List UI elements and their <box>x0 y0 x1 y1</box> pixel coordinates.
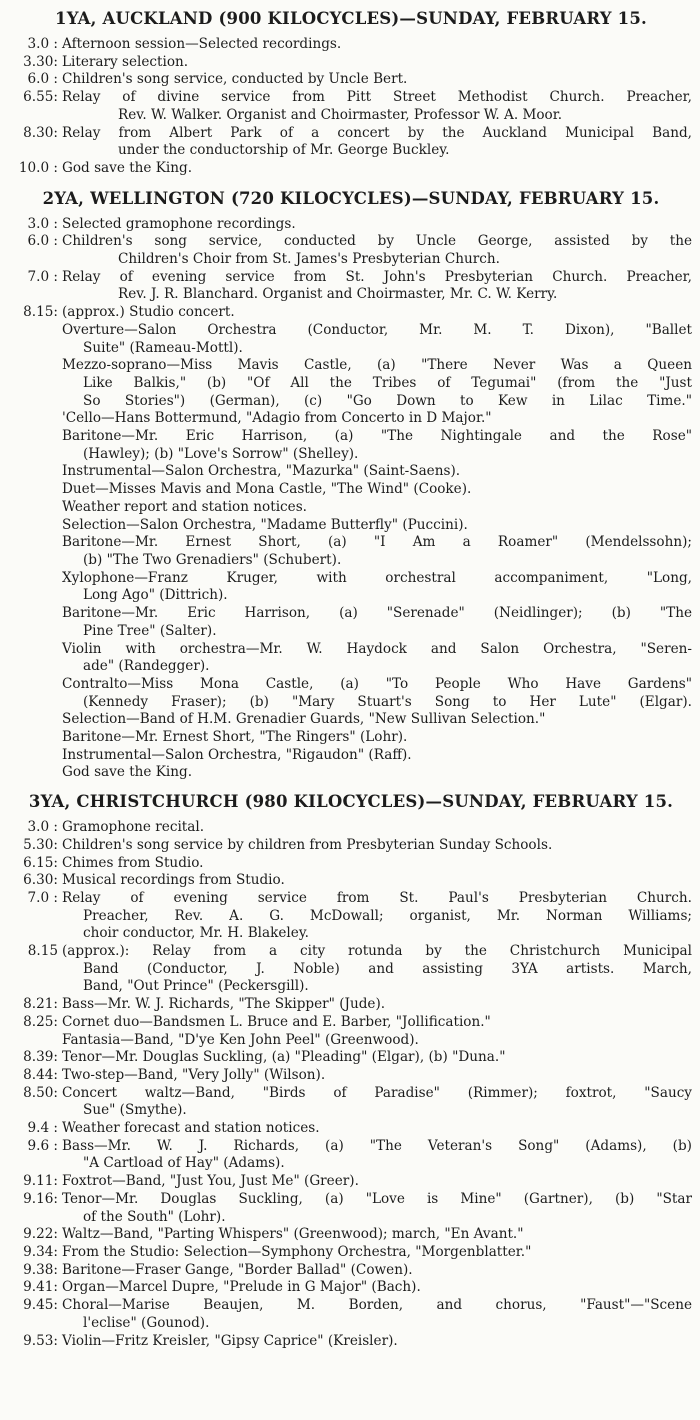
entry-line: Instrumental—Salon Orchestra, "Rigaudon" (Raff). <box>62 746 412 763</box>
entry-line: Baritone—Mr. Eric Harrison, (a) "Serenade" (Neidlinger); (b) "The <box>62 605 692 622</box>
entry-line: Relay of evening service from St. Paul's Presbyterian Church. <box>62 889 692 906</box>
entry-line: Band (Conductor, J. Noble) and assisting 3YA artists. March, <box>83 960 692 977</box>
entry-line: Baritone—Mr. Ernest Short, "The Ringers" (Lohr). <box>62 729 408 746</box>
entry-line: Instrumental—Salon Orchestra, "Mazurka" (Saint-Saens). <box>62 463 461 480</box>
entry-line: Chimes from Studio. <box>62 854 204 871</box>
schedule-entry <box>10 1191 692 1226</box>
entry-content <box>62 943 692 996</box>
entry-line: Rev. J. R. Blanchard. Organist and Choirmaster, Mr. C. W. Kerry. <box>118 286 558 303</box>
entry-content <box>62 1297 692 1332</box>
entry-content <box>62 1173 692 1191</box>
entry-line: l'eclise" (Gounod). <box>83 1314 210 1331</box>
entry-content <box>62 1014 692 1049</box>
entry-content <box>62 1120 692 1138</box>
entry-time: 8.25: <box>23 1013 58 1030</box>
entry-content <box>62 125 692 160</box>
entry-time: 6.0 : <box>27 233 58 250</box>
schedule-entry <box>10 54 692 72</box>
schedule-entry <box>10 837 692 855</box>
schedule-entry <box>10 71 692 89</box>
entry-time: 8.15 <box>27 943 58 960</box>
station-2ya-listing <box>10 188 692 783</box>
entry-line: Musical recordings from Studio. <box>62 872 285 889</box>
entry-line: Relay from Albert Park of a concert by the Auckland Municipal Band, <box>62 124 692 141</box>
entry-content <box>62 1262 692 1280</box>
entry-line: Mezzo-soprano—Miss Mavis Castle, (a) "There Never Was a Queen <box>62 357 692 374</box>
entry-line: (Hawley); (b) "Love's Sorrow" (Shelley). <box>83 445 359 462</box>
entry-time: 9.4 : <box>27 1120 58 1137</box>
schedule-entry <box>10 233 692 268</box>
entry-time: 3.0 : <box>27 215 58 232</box>
entry-content <box>62 1067 692 1085</box>
entry-line: Baritone—Mr. Eric Harrison, (a) "The Nightingale and the Rose" <box>62 428 692 445</box>
entry-line: Rev. W. Walker. Organist and Choirmaster, Professor W. A. Moor. <box>118 106 563 123</box>
entry-line: Violin with orchestra—Mr. W. Haydock and Salon Orchestra, "Seren- <box>62 640 692 657</box>
entry-line: God save the King. <box>62 764 193 781</box>
schedule-entry <box>10 1067 692 1085</box>
schedule-entry <box>10 1333 692 1351</box>
entry-line: So Stories") (German), (c) "Go Down to Kew in Lilac Time." <box>83 392 692 409</box>
entry-time: 9.22: <box>23 1226 58 1243</box>
schedule-entry <box>10 855 692 873</box>
schedule-entry <box>10 89 692 124</box>
entry-time: 3.0 : <box>27 36 58 52</box>
entry-line: Overture—Salon Orchestra (Conductor, Mr. M. T. Dixon), "Ballet <box>62 321 692 338</box>
entry-line: Baritone—Fraser Gange, "Border Ballad" (Cowen). <box>62 1261 413 1278</box>
entry-time: 9.11: <box>23 1173 58 1190</box>
schedule-entry <box>10 1173 692 1191</box>
entry-content <box>62 233 692 268</box>
entry-time: 6.15: <box>23 854 58 871</box>
schedule-entry <box>10 304 692 782</box>
entry-content <box>62 1333 692 1351</box>
station-heading: 2YA, WELLINGTON (720 KILOCYCLES)—SUNDAY, FEBRUARY 15. <box>42 188 660 208</box>
entry-line: Suite" (Rameau-Mottl). <box>83 339 243 356</box>
entry-time: 8.39: <box>23 1049 58 1066</box>
entry-line: Afternoon session—Selected recordings. <box>62 36 342 52</box>
entry-time: 10.0 : <box>18 159 58 176</box>
entry-line: Duet—Misses Mavis and Mona Castle, "The Wind" (Cooke). <box>62 481 472 498</box>
entry-content <box>62 71 692 89</box>
entry-time: 7.0 : <box>27 889 58 906</box>
entry-content <box>62 36 692 54</box>
entry-line: Sue" (Smythe). <box>83 1102 187 1119</box>
entry-content <box>62 1191 692 1226</box>
station-heading: 3YA, CHRISTCHURCH (980 KILOCYCLES)—SUNDAY, FEBRUARY 15. <box>28 792 674 812</box>
entry-time: 8.21: <box>23 996 58 1013</box>
entry-time: 3.30: <box>23 53 58 70</box>
entry-line: Xylophone—Franz Kruger, with orchestral accompaniment, "Long, <box>62 569 692 586</box>
entry-line: Children's song service, conducted by Uncle George, assisted by the <box>62 233 692 250</box>
entry-content <box>62 1049 692 1067</box>
station-3ya-listing <box>10 791 692 1350</box>
entry-line: (approx.): Relay from a city rotunda by the Christchurch Municipal <box>62 943 692 960</box>
entry-content <box>62 1085 692 1120</box>
entry-time: 8.30: <box>23 124 58 141</box>
entry-line: ade" (Randegger). <box>83 658 210 675</box>
entry-line: Contralto—Miss Mona Castle, (a) "To People Who Have Gardens" <box>62 675 692 692</box>
station-1ya-listing <box>10 8 692 178</box>
entry-line: Baritone—Mr. Ernest Short, (a) "I Am a Roamer" (Mendelssohn); <box>62 534 692 551</box>
entry-content <box>62 1244 692 1262</box>
entry-content <box>62 1279 692 1297</box>
entry-time: 9.16: <box>23 1190 58 1207</box>
entry-time: 7.0 : <box>27 268 58 285</box>
entry-line: (Kennedy Fraser); (b) "Mary Stuart's Song to Her Lute" (Elgar). <box>83 693 692 710</box>
entry-line: Bass—Mr. W. J. Richards, "The Skipper" (Jude). <box>62 996 386 1013</box>
entry-line: Selection—Salon Orchestra, "Madame Butterfly" (Puccini). <box>62 516 468 533</box>
entry-time: 8.44: <box>23 1066 58 1083</box>
entry-line: Weather forecast and station notices. <box>62 1120 320 1137</box>
entry-time: 9.41: <box>23 1279 58 1296</box>
entry-content <box>62 872 692 890</box>
entry-time: 5.30: <box>23 836 58 853</box>
entry-line: Gramophone recital. <box>62 819 205 836</box>
entry-line: Organ—Marcel Dupre, "Prelude in G Major" (Bach). <box>62 1279 421 1296</box>
entry-line: Relay of evening service from St. John's Presbyterian Church. Preacher, <box>62 268 692 285</box>
entry-line: Long Ago" (Dittrich). <box>83 587 228 604</box>
entry-line: of the South" (Lohr). <box>83 1208 226 1225</box>
entry-line: Two-step—Band, "Very Jolly" (Wilson). <box>62 1066 326 1083</box>
entry-content <box>62 855 692 873</box>
schedule-entry <box>10 996 692 1014</box>
entry-line: "A Cartload of Hay" (Adams). <box>83 1155 285 1172</box>
entry-line: Concert waltz—Band, "Birds of Paradise" (Rimmer); foxtrot, "Saucy <box>62 1084 692 1101</box>
schedule-entry <box>10 1049 692 1067</box>
entry-content <box>62 304 692 782</box>
schedule-entry <box>10 890 692 943</box>
entry-line: Band, "Out Prince" (Peckersgill). <box>83 978 309 995</box>
entry-content <box>62 269 692 304</box>
entry-line: under the conductorship of Mr. George Buckley. <box>118 142 450 159</box>
schedule-entry <box>10 1262 692 1280</box>
entry-content <box>62 819 692 837</box>
entry-line: Choral—Marise Beaujen, M. Borden, and chorus, "Faust"—"Scene <box>62 1297 692 1314</box>
entry-line: From the Studio: Selection—Symphony Orchestra, "Morgenblatter." <box>62 1244 532 1260</box>
entry-line: Pine Tree" (Salter). <box>83 622 217 639</box>
schedule-entry <box>10 1244 692 1262</box>
schedule-entry <box>10 1085 692 1120</box>
entry-time: 9.34: <box>23 1244 58 1260</box>
entry-time: 9.6 : <box>27 1137 58 1154</box>
entry-line: Children's Choir from St. James's Presbyterian Church. <box>118 251 500 268</box>
entry-line: Children's song service by children from Presbyterian Sunday Schools. <box>62 836 553 853</box>
entry-content <box>62 89 692 124</box>
entry-line: Preacher, Rev. A. G. McDowall; organist, Mr. Norman Williams; <box>83 907 692 924</box>
entry-time: 6.0 : <box>27 71 58 88</box>
entry-line: Waltz—Band, "Parting Whispers" (Greenwood); march, "En Avant." <box>62 1226 524 1243</box>
entry-content <box>62 1138 692 1173</box>
entry-line: Relay of divine service from Pitt Street Methodist Church. Preacher, <box>62 89 692 106</box>
entry-line: God save the King. <box>62 159 193 176</box>
entry-time: 9.53: <box>23 1332 58 1349</box>
entry-line: (approx.) Studio concert. <box>62 304 235 321</box>
entry-time: 9.45: <box>23 1297 58 1314</box>
entry-line: choir conductor, Mr. H. Blakeley. <box>83 925 310 942</box>
entry-line: Selection—Band of H.M. Grenadier Guards, "New Sullivan Selection." <box>62 711 546 728</box>
entry-time: 6.55: <box>23 89 58 106</box>
entry-time: 8.15: <box>23 304 58 321</box>
entry-line: Children's song service, conducted by Uncle Bert. <box>62 71 408 88</box>
entry-time: 8.50: <box>23 1084 58 1101</box>
entry-line: Foxtrot—Band, "Just You, Just Me" (Greer). <box>62 1173 359 1190</box>
schedule-entry <box>10 269 692 304</box>
entry-line: Bass—Mr. W. J. Richards, (a) "The Veteran's Song" (Adams), (b) <box>62 1137 692 1154</box>
schedule-entry <box>10 216 692 234</box>
entry-line: Tenor—Mr. Douglas Suckling, (a) "Pleading" (Elgar), (b) "Duna." <box>62 1049 506 1066</box>
schedule-entry <box>10 1279 692 1297</box>
entry-content <box>62 1226 692 1244</box>
schedule-entry <box>10 160 692 178</box>
entry-line: Weather report and station notices. <box>62 498 308 515</box>
schedule-entry <box>10 125 692 160</box>
entry-content <box>62 996 692 1014</box>
entry-content <box>62 216 692 234</box>
schedule-entry <box>10 1138 692 1173</box>
entry-line: Selected gramophone recordings. <box>62 215 296 232</box>
schedule-entry <box>10 872 692 890</box>
entry-time: 3.0 : <box>27 819 58 836</box>
schedule-entry <box>10 1014 692 1049</box>
entry-time: 6.30: <box>23 872 58 889</box>
schedule-entry <box>10 1226 692 1244</box>
entry-line: (b) "The Two Grenadiers" (Schubert). <box>83 551 342 568</box>
entry-line: 'Cello—Hans Bottermund, "Adagio from Concerto in D Major." <box>62 410 492 427</box>
entry-line: Literary selection. <box>62 53 189 70</box>
entry-line: Like Balkis," (b) "Of All the Tribes of Tegumai" (from the "Just <box>83 374 692 391</box>
entry-time: 9.38: <box>23 1261 58 1278</box>
entry-line: Cornet duo—Bandsmen L. Bruce and E. Barber, "Jollification." <box>62 1013 491 1030</box>
entry-content <box>62 54 692 72</box>
entry-line: Fantasia—Band, "D'ye Ken John Peel" (Greenwood). <box>62 1031 419 1048</box>
entry-content <box>62 890 692 943</box>
schedule-entry <box>10 943 692 996</box>
station-heading: 1YA, AUCKLAND (900 KILOCYCLES)—SUNDAY, FEBRUARY 15. <box>55 9 647 28</box>
schedule-entry <box>10 1297 692 1332</box>
schedule-entry <box>10 819 692 837</box>
schedule-entry <box>10 1120 692 1138</box>
schedule-entry <box>10 36 692 54</box>
entry-line: Violin—Fritz Kreisler, "Gipsy Caprice" (Kreisler). <box>62 1332 398 1349</box>
entry-line: Tenor—Mr. Douglas Suckling, (a) "Love is Mine" (Gartner), (b) "Star <box>62 1190 692 1207</box>
entry-content <box>62 160 692 178</box>
entry-content <box>62 837 692 855</box>
